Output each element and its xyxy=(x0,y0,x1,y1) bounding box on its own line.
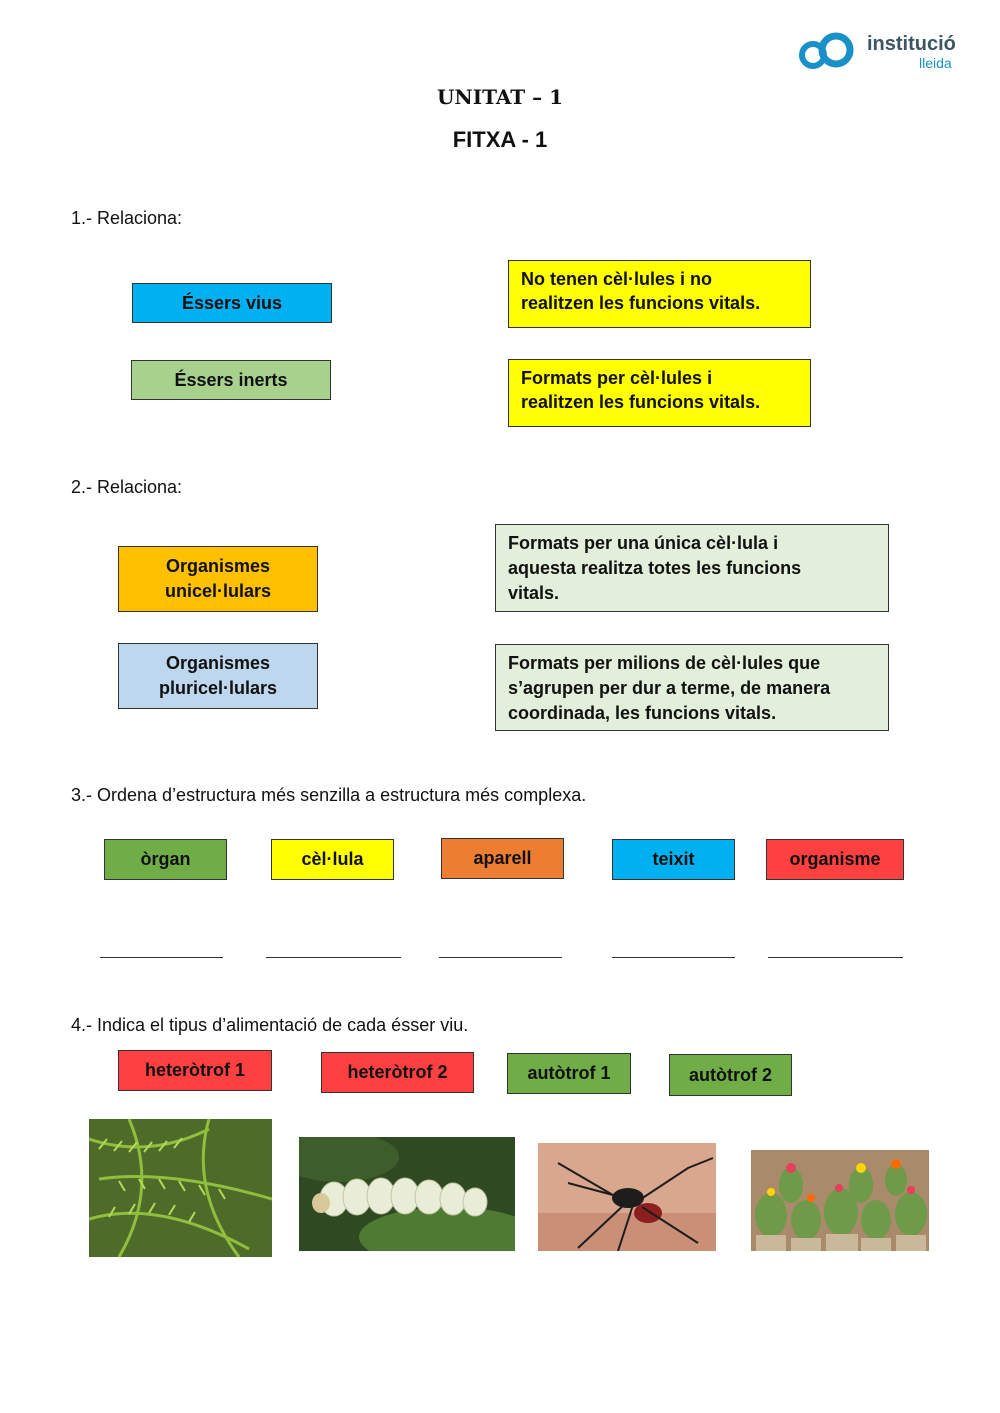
q3-answer-blank-2[interactable] xyxy=(266,957,401,958)
unit-title: UNITAT – 1 xyxy=(436,85,563,109)
q2-right-definition-2[interactable] xyxy=(495,644,889,731)
q2-left-line: Organismes xyxy=(165,556,271,576)
q2-left-line: unicel·lulars xyxy=(164,581,272,601)
q1-right-definition-2[interactable] xyxy=(508,359,811,427)
q3-item-aparell[interactable] xyxy=(441,838,564,879)
fern-photo[interactable] xyxy=(89,1119,272,1257)
q3-item-organ[interactable] xyxy=(104,839,227,880)
question-3-prompt: 3.- Ordena d’estructura més senzilla a estructura més complexa. xyxy=(71,785,587,805)
definition-line: realitzen les funcions vitals. xyxy=(521,392,761,412)
q3-item-label: òrgan xyxy=(140,849,191,869)
sheet-title: FITXA - 1 xyxy=(452,127,548,152)
q4-label-text: heteròtrof 2 xyxy=(347,1062,448,1082)
q3-answer-blank-1[interactable] xyxy=(100,957,223,958)
q4-label-heterotrof-1[interactable] xyxy=(118,1050,272,1091)
q1-left-label: Éssers vius xyxy=(181,292,283,313)
question-2-prompt: 2.- Relaciona: xyxy=(71,477,183,497)
logo-subtitle: lleida xyxy=(919,55,952,71)
q1-right-definition-1[interactable] xyxy=(508,260,811,328)
q2-right-definition-1[interactable] xyxy=(495,524,889,612)
q1-left-label: Éssers inerts xyxy=(174,369,288,390)
caterpillar-photo[interactable] xyxy=(299,1137,515,1251)
definition-line: s’agrupen per dur a terme, de manera xyxy=(508,678,831,698)
institucio-logo xyxy=(797,30,957,75)
q1-left-essers-vius[interactable] xyxy=(132,283,332,323)
q3-item-organisme[interactable] xyxy=(766,839,904,880)
q3-item-label: teixit xyxy=(652,849,695,869)
q3-answer-blank-4[interactable] xyxy=(612,957,735,958)
question-1-prompt: 1.- Relaciona: xyxy=(71,208,183,228)
q4-label-autotrof-1[interactable] xyxy=(507,1053,631,1094)
definition-line: vitals. xyxy=(508,583,560,603)
q4-label-text: autòtrof 1 xyxy=(527,1063,611,1083)
definition-line: Formats per cèl·lules i xyxy=(521,368,713,388)
question-4-prompt: 4.- Indica el tipus d’alimentació de cada ésser viu. xyxy=(71,1015,469,1035)
logo-name: institució xyxy=(867,33,956,55)
q3-item-teixit[interactable] xyxy=(612,839,735,880)
q3-item-label: organisme xyxy=(789,849,881,869)
q3-answer-blank-5[interactable] xyxy=(768,957,903,958)
q3-item-label: cèl·lula xyxy=(301,849,364,869)
q4-label-autotrof-2[interactable] xyxy=(669,1054,792,1096)
definition-line: coordinada, les funcions vitals. xyxy=(508,703,777,723)
q2-left-pluricellular[interactable] xyxy=(118,643,318,709)
q4-label-text: autòtrof 2 xyxy=(689,1064,772,1085)
q4-label-heterotrof-2[interactable] xyxy=(321,1052,474,1093)
q2-left-line: Organismes xyxy=(165,653,271,673)
cactus-photo[interactable] xyxy=(751,1150,929,1251)
logo-rings-icon xyxy=(797,30,859,74)
definition-line: aquesta realitza totes les funcions xyxy=(508,558,802,578)
q4-label-text: heteròtrof 1 xyxy=(144,1060,245,1080)
q1-left-essers-inerts[interactable] xyxy=(131,360,331,400)
q3-item-label: aparell xyxy=(473,848,532,868)
definition-line: Formats per una única cèl·lula i xyxy=(508,533,779,553)
definition-line: No tenen cèl·lules i no xyxy=(521,269,713,289)
q3-item-cellula[interactable] xyxy=(271,839,394,880)
mosquito-photo[interactable] xyxy=(538,1143,716,1251)
q3-answer-blank-3[interactable] xyxy=(439,957,562,958)
definition-line: Formats per milions de cèl·lules que xyxy=(508,653,821,673)
definition-line: realitzen les funcions vitals. xyxy=(521,293,761,313)
q2-left-line: pluricel·lulars xyxy=(158,678,278,698)
q2-left-unicellular[interactable] xyxy=(118,546,318,612)
